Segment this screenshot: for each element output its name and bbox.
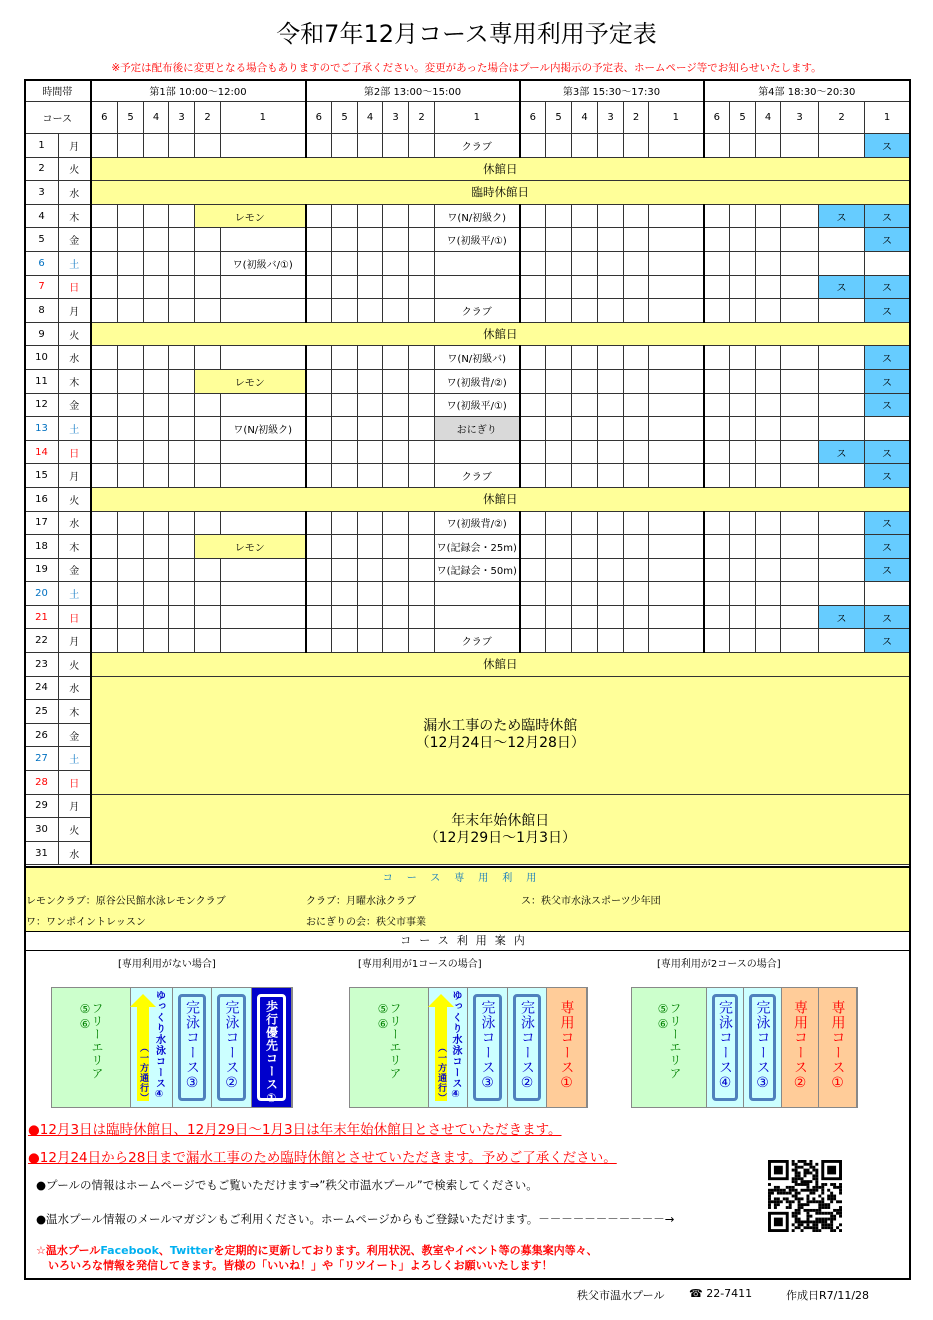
sns-text: ☆温水プール (36, 1244, 101, 1257)
booking-cell: クラブ (435, 464, 520, 488)
weekday-cell: 月 (59, 629, 91, 653)
course-number: 5 (332, 102, 358, 134)
date-cell: 13 (25, 417, 59, 441)
weekday-cell: 木 (59, 535, 91, 559)
date-cell: 3 (25, 181, 59, 205)
booking-cell: ス (865, 228, 910, 252)
session-header: 第3部 15:30～17:30 (520, 80, 704, 102)
booking-cell: ワ(初級背/②) (435, 511, 520, 535)
lane-label: 完泳コース④ (717, 1000, 733, 1092)
date-cell: 4 (25, 204, 59, 228)
booking-cell: ス (865, 464, 910, 488)
diagram-label: [専用利用が1コースの場合] (358, 959, 482, 970)
diagram-label: [専用利用が2コースの場合] (657, 959, 781, 970)
booking-cell: ス (819, 275, 865, 299)
weekday-cell: 月 (59, 299, 91, 323)
booking-cell: ス (819, 440, 865, 464)
footer-org: 秩父市温水プール (577, 1289, 665, 1302)
date-cell: 18 (25, 535, 59, 559)
lane-label: 完泳コース② (223, 1000, 240, 1092)
weekday-cell: 水 (59, 346, 91, 370)
lane-subtext: （一方通行） (436, 1043, 446, 1103)
date-cell: 27 (25, 747, 59, 771)
lane-label: 専用コース② (792, 1000, 808, 1092)
date-cell: 15 (25, 464, 59, 488)
course-number: 3 (781, 102, 819, 134)
lane-label: ゆっくり水泳コース④ (153, 990, 165, 1101)
booking-cell: ス (865, 393, 910, 417)
booking-cell: ス (819, 204, 865, 228)
weekday-cell: 木 (59, 700, 91, 724)
weekday-cell: 水 (59, 676, 91, 700)
diagram-label: [専用利用がない場合] (118, 959, 216, 970)
booking-cell: ワ(初級平/①) (435, 393, 520, 417)
lane-subtext: （一方通行） (138, 1043, 148, 1103)
weekday-cell: 火 (59, 157, 91, 181)
weekday-cell: 土 (59, 251, 91, 275)
booking-cell: ワ(初級平/①) (435, 228, 520, 252)
booking-cell: レモン (195, 204, 306, 228)
weekday-cell: 日 (59, 275, 91, 299)
weekday-cell: 月 (59, 464, 91, 488)
booking-cell: レモン (195, 369, 306, 393)
closure-title: 漏水工事のため臨時休館 (423, 718, 578, 735)
course-number: 2 (624, 102, 649, 134)
course-number: 5 (118, 102, 144, 134)
booking-cell: ス (865, 605, 910, 629)
date-cell: 26 (25, 723, 59, 747)
course-number: 6 (520, 102, 546, 134)
course-number: 4 (358, 102, 383, 134)
course-number: 4 (144, 102, 169, 134)
footer-created-date: 作成日R7/11/28 (786, 1289, 870, 1302)
course-number: 6 (91, 102, 118, 134)
closure-period: （12月24日～12月28日） (415, 735, 585, 752)
weekday-cell: 水 (59, 841, 91, 865)
course-number: 5 (546, 102, 572, 134)
weekday-cell: 水 (59, 181, 91, 205)
closed-day-cell: 休館日 (91, 487, 910, 511)
booking-cell: おにぎり (435, 417, 520, 441)
facebook-link[interactable]: Facebook (100, 1244, 159, 1257)
booking-cell: ス (865, 629, 910, 653)
closed-day-cell: 休館日 (91, 157, 910, 181)
lane-label: 完泳コース③ (754, 1000, 771, 1092)
course-number: 3 (383, 102, 409, 134)
booking-cell: クラブ (435, 629, 520, 653)
homepage-info: ●プールの情報はホームページでもご覧いただけます⇒”秩父市温水プール”で検索してください。 (36, 1178, 538, 1192)
date-cell: 25 (25, 700, 59, 724)
date-cell: 19 (25, 558, 59, 582)
date-cell: 23 (25, 653, 59, 677)
booking-cell: ス (865, 535, 910, 559)
date-cell: 12 (25, 393, 59, 417)
lane-label: 歩行優先コース① (264, 1000, 279, 1106)
date-cell: 7 (25, 275, 59, 299)
mail-magazine-info: ●温水プール情報のメールマガジンもご利用ください。ホームページからもご登録いただけます。－－－－－－－－－－－→ (36, 1212, 675, 1226)
weekday-cell: 木 (59, 204, 91, 228)
date-cell: 28 (25, 771, 59, 795)
weekday-cell: 日 (59, 771, 91, 795)
booking-cell: ワ(N/初級バ) (435, 346, 520, 370)
weekday-cell: 土 (59, 582, 91, 606)
course-number: 1 (221, 102, 306, 134)
session-header: 第2部 13:00～15:00 (306, 80, 520, 102)
course-header: コース (25, 102, 91, 134)
booking-cell: ス (865, 511, 910, 535)
booking-cell: ワ(初級バ/①) (221, 251, 306, 275)
lane-label: フリーエリア⑤⑥ (656, 1002, 682, 1080)
weekday-cell: 水 (59, 511, 91, 535)
booking-cell: ワ(初級背/②) (435, 369, 520, 393)
closed-day-cell: 休館日 (91, 322, 910, 346)
date-cell: 22 (25, 629, 59, 653)
legend-item: ス：秩父市水泳スポーツ少年団 (521, 896, 661, 907)
course-number: 6 (306, 102, 332, 134)
booking-cell: レモン (195, 535, 306, 559)
booking-cell: ス (865, 204, 910, 228)
lane-label: 完泳コース② (519, 1000, 535, 1092)
legend-item: おにぎりの会：秩父市事業 (306, 917, 426, 928)
footer-phone: ☎ 22-7411 (689, 1287, 753, 1300)
date-cell: 17 (25, 511, 59, 535)
booking-cell: ワ(N/初級ク) (435, 204, 520, 228)
weekday-cell: 木 (59, 369, 91, 393)
weekday-cell: 金 (59, 228, 91, 252)
booking-cell: ワ(N/初級ク) (221, 417, 306, 441)
legend-item: クラブ：月曜水泳クラブ (306, 896, 416, 907)
date-cell: 30 (25, 818, 59, 842)
booking-cell: ス (865, 275, 910, 299)
repair-notice: ●12月24日から28日まで漏水工事のため臨時休館とさせていただきます。予めご了承ください。 (28, 1150, 617, 1166)
weekday-cell: 金 (59, 393, 91, 417)
booking-cell: ス (865, 369, 910, 393)
course-number: 2 (819, 102, 865, 134)
twitter-link[interactable]: Twitter (169, 1244, 214, 1257)
date-cell: 20 (25, 582, 59, 606)
lane-label: 専用コース① (829, 1000, 846, 1092)
course-number: 1 (649, 102, 704, 134)
booking-cell: クラブ (435, 134, 520, 158)
course-number: 1 (865, 102, 910, 134)
legend-item: レモンクラブ：原谷公民館水泳レモンクラブ (26, 896, 226, 907)
date-cell: 5 (25, 228, 59, 252)
page-frame (24, 79, 911, 1280)
lane-label: 専用コース① (558, 1000, 575, 1092)
booking-cell: クラブ (435, 299, 520, 323)
course-number: 3 (598, 102, 624, 134)
lane-label: 完泳コース③ (479, 1000, 496, 1092)
sns-text: 、 (158, 1244, 170, 1257)
booking-cell: ス (865, 346, 910, 370)
weekday-cell: 金 (59, 723, 91, 747)
sns-text: いろいろな情報を発信してきます。皆様の「いいね！」や「リツイート」よろしくお願いいたします！ (48, 1259, 553, 1272)
session-header: 第1部 10:00～12:00 (91, 80, 306, 102)
guide-title: コース利用案内 (24, 931, 909, 951)
course-number: 6 (704, 102, 730, 134)
weekday-cell: 月 (59, 134, 91, 158)
course-number: 4 (572, 102, 598, 134)
booking-cell: ス (819, 605, 865, 629)
date-cell: 24 (25, 676, 59, 700)
weekday-cell: 火 (59, 487, 91, 511)
date-cell: 8 (25, 299, 59, 323)
date-cell: 31 (25, 841, 59, 865)
weekday-cell: 土 (59, 417, 91, 441)
date-cell: 16 (25, 487, 59, 511)
course-number: 3 (169, 102, 195, 134)
lane-label: フリーエリア⑤⑥ (78, 1002, 104, 1080)
legend-item: ワ：ワンポイントレッスン (26, 917, 146, 928)
weekday-cell: 火 (59, 818, 91, 842)
weekday-cell: 月 (59, 794, 91, 818)
weekday-cell: 金 (59, 558, 91, 582)
lane-label: フリーエリア⑤⑥ (376, 1002, 402, 1080)
weekday-cell: 火 (59, 322, 91, 346)
course-number: 1 (435, 102, 520, 134)
weekday-cell: 土 (59, 747, 91, 771)
closure-title: 年末年始休館日 (451, 812, 550, 829)
closed-day-cell: 休館日 (91, 653, 910, 677)
date-cell: 14 (25, 440, 59, 464)
booking-cell: ス (865, 134, 910, 158)
time-header: 時間帯 (25, 80, 91, 102)
date-cell: 11 (25, 369, 59, 393)
weekday-cell: 日 (59, 440, 91, 464)
booking-cell: ワ(記録会・50m) (435, 558, 520, 582)
course-number: 2 (195, 102, 221, 134)
date-cell: 21 (25, 605, 59, 629)
closure-period: （12月29日～1月3日） (424, 829, 576, 846)
booking-cell: ス (865, 440, 910, 464)
course-number: 2 (409, 102, 435, 134)
lane-label: ゆっくり水泳コース④ (450, 990, 461, 1101)
booking-cell: ス (865, 299, 910, 323)
weekday-cell: 火 (59, 653, 91, 677)
date-cell: 6 (25, 251, 59, 275)
lane-label: 完泳コース③ (184, 1000, 200, 1092)
booking-cell: ワ(記録会・25m) (435, 535, 520, 559)
date-cell: 29 (25, 794, 59, 818)
booking-cell: ス (865, 558, 910, 582)
closed-day-cell: 臨時休館日 (91, 181, 910, 205)
weekday-cell: 日 (59, 605, 91, 629)
sns-text: を定期的に更新しております。利用状況、教室やイベント等の募集案内等々、 (213, 1244, 598, 1257)
date-cell: 1 (25, 134, 59, 158)
page-title: 令和7年12月コース専用利用予定表 (276, 20, 657, 48)
closure-notice: ●12月3日は臨時休館日、12月29日～1月3日は年末年始休館日とさせていただきます。 (28, 1122, 562, 1138)
date-cell: 10 (25, 346, 59, 370)
session-header: 第4部 18:30～20:30 (704, 80, 910, 102)
date-cell: 9 (25, 322, 59, 346)
course-number: 4 (756, 102, 781, 134)
change-notice: ※予定は配布後に変更となる場合もありますのでご了承ください。変更があった場合はプール内掲示の予定表、ホームページ等でお知らせいたします。 (111, 62, 822, 74)
legend-title: コース専用利用 (24, 866, 909, 891)
course-number: 5 (730, 102, 756, 134)
date-cell: 2 (25, 157, 59, 181)
